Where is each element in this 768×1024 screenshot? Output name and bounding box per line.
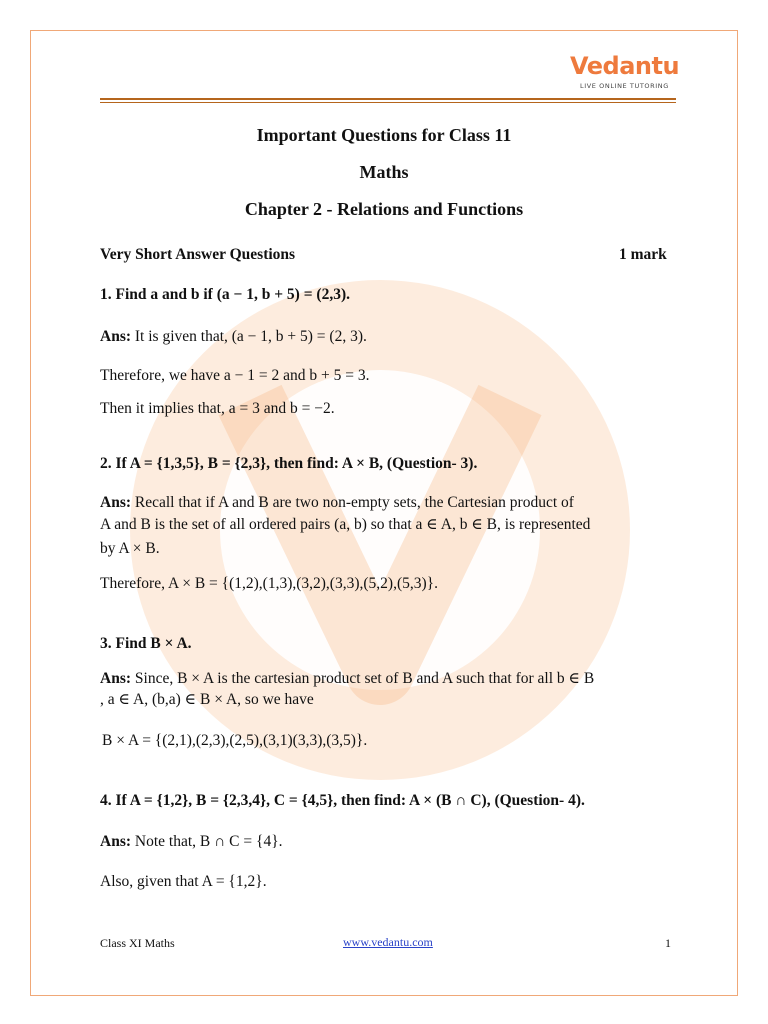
section-heading: Very Short Answer Questions — [100, 246, 296, 263]
answer-3-line-3: B × A = {(2,1),(2,3),(2,5),(3,1)(3,3),(3,5)}. — [102, 732, 368, 749]
answer-2-line-1 — [100, 494, 574, 512]
answer-2-line-4: Therefore, A × B = {(1,2),(1,3),(3,2),(3,3),(5,2),(5,3)}. — [100, 575, 438, 592]
answer-label: Ans: — [100, 494, 132, 511]
answer-3-line-2: , a ∈ A, (b,a) ∈ B × A, so we have — [100, 691, 314, 708]
header-rule — [100, 98, 676, 100]
logo-tagline: LIVE ONLINE TUTORING — [580, 82, 669, 90]
answer-1-line-2: Therefore, we have a − 1 = 2 and b + 5 = 3. — [100, 367, 370, 384]
header-rule-thin — [100, 102, 676, 103]
footer-link[interactable]: www.vedantu.com — [343, 935, 433, 949]
question-2: 2. If A = {1,3,5}, B = {2,3}, then find: A × B, (Question- 3). — [100, 455, 478, 472]
vedantu-logo — [570, 52, 680, 92]
chapter-title: Chapter 2 - Relations and Functions — [244, 199, 524, 219]
question-4: 4. If A = {1,2}, B = {2,3,4}, C = {4,5}, then find: A × (B ∩ C), (Question- 4). — [100, 792, 585, 809]
section-marks: 1 mark — [619, 246, 667, 263]
answer-1-line-1 — [100, 328, 367, 346]
answer-text: It is given that, (a − 1, b + 5) = (2, 3). — [134, 328, 367, 345]
answer-2-line-2: A and B is the set of all ordered pairs (a, b) so that a ∈ A, b ∈ B, is represented — [100, 516, 591, 533]
answer-label: Ans: — [100, 670, 132, 687]
question-1: 1. Find a and b if (a − 1, b + 5) = (2,3). — [100, 286, 350, 303]
footer-class: Class XI Maths — [100, 936, 175, 950]
answer-text: Since, B × A is the cartesian product set of B and A such that for all b ∈ B — [134, 670, 595, 687]
answer-text: Recall that if A and B are two non-empty sets, the Cartesian product of — [134, 494, 574, 511]
answer-4-line-2: Also, given that A = {1,2}. — [100, 873, 267, 890]
logo-wordmark: Vedantu — [570, 52, 680, 80]
answer-text: Note that, B ∩ C = {4}. — [134, 833, 283, 850]
page-number: 1 — [665, 936, 671, 950]
answer-label: Ans: — [100, 833, 132, 850]
answer-label: Ans: — [100, 328, 132, 345]
page-title: Important Questions for Class 11 — [256, 125, 512, 145]
answer-4-line-1 — [100, 833, 283, 851]
answer-3-line-1 — [100, 669, 594, 688]
answer-1-line-3: Then it implies that, a = 3 and b = −2. — [100, 400, 335, 417]
answer-2-line-3: by A × B. — [100, 540, 160, 557]
question-3: 3. Find B × A. — [100, 635, 192, 652]
subject-title: Maths — [359, 162, 409, 182]
